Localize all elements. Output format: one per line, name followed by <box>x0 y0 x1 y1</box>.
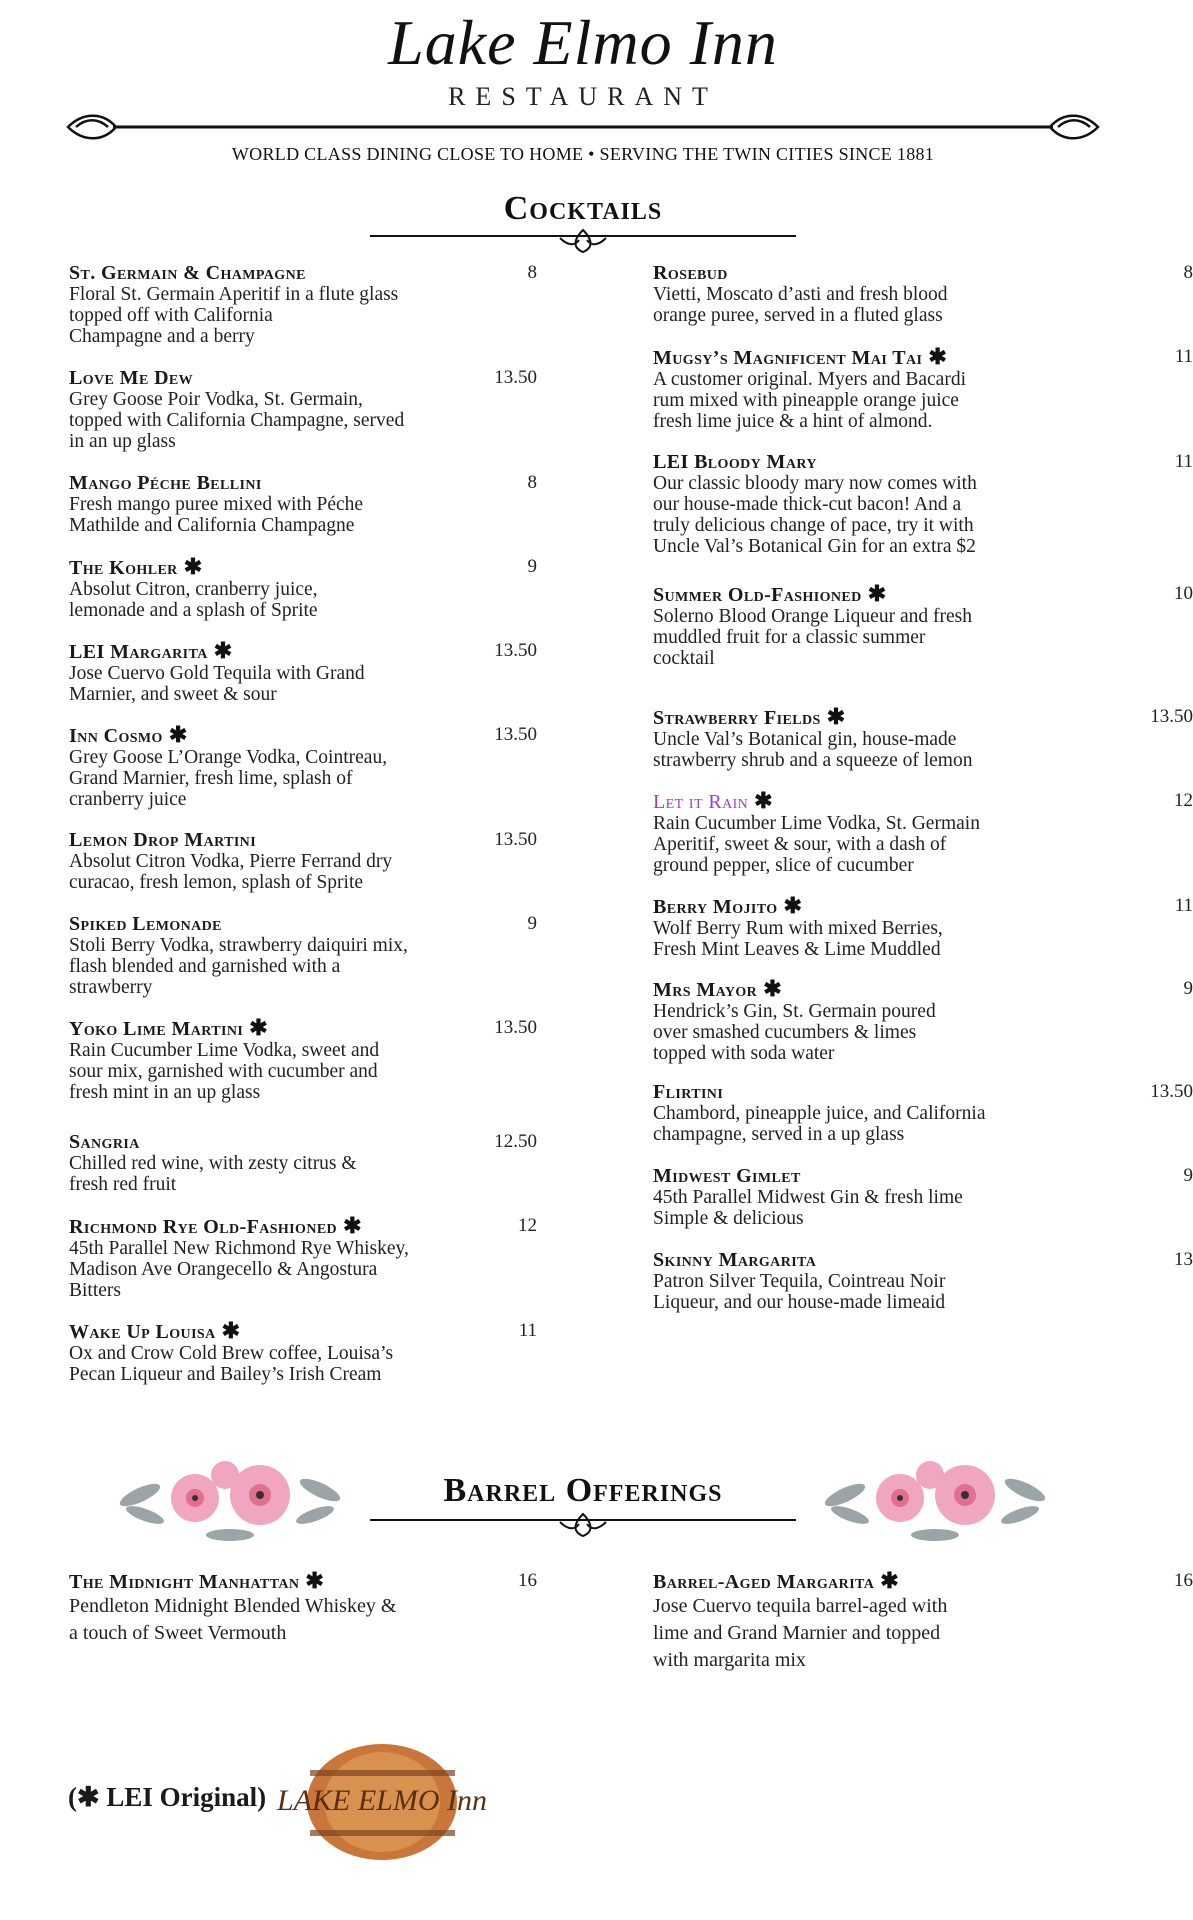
item-name-text: Spiked Lemonade <box>69 913 222 935</box>
item-name-text: Berry Mojito <box>653 896 778 918</box>
barrel-logo-image <box>277 1740 487 1865</box>
item-description-line: Uncle Val’s Botanical Gin for an extra $2 <box>653 536 976 557</box>
item-name-text: Skinny Margarita <box>653 1249 817 1271</box>
cocktail-left-menu-item <box>69 722 537 810</box>
lei-original-star-icon: ✱ <box>880 1568 900 1593</box>
item-name-text: Yoko Lime Martini <box>69 1018 244 1040</box>
item-description-line: truly delicious change of pace, try it with <box>653 515 974 536</box>
item-name <box>653 1570 1103 1593</box>
lei-original-star-icon: ✱ <box>213 638 233 663</box>
item-name <box>653 978 1103 1001</box>
item-description-line: Jose Cuervo Gold Tequila with Grand <box>69 663 365 684</box>
cocktail-right-menu-item <box>653 788 1193 876</box>
cocktails-section-rule <box>370 224 796 254</box>
cocktail-left-menu-item <box>69 554 537 621</box>
item-description-line: Chilled red wine, with zesty citrus & <box>69 1153 357 1174</box>
barrel-left-menu-item <box>69 1568 537 1647</box>
item-description-line: Grey Goose Poir Vodka, St. Germain, <box>69 389 363 410</box>
cocktail-right-menu-item <box>653 704 1193 771</box>
cocktail-left-menu-item <box>69 472 537 536</box>
cocktail-left-menu-item <box>69 1318 537 1385</box>
item-price: 8 <box>527 262 537 283</box>
cocktail-right-menu-item <box>653 581 1193 669</box>
item-description-line: 45th Parallel New Richmond Rye Whiskey, <box>69 1238 409 1259</box>
barrel-section-title: Barrel Offerings <box>443 1472 723 1509</box>
item-description-line: topped off with California <box>69 305 273 326</box>
item-price: 10 <box>1174 583 1193 604</box>
item-name <box>653 895 1103 918</box>
item-price: 9 <box>1183 1165 1193 1186</box>
item-description-line: curacao, fresh lemon, splash of Sprite <box>69 872 364 893</box>
item-name-text: The Kohler <box>69 557 178 579</box>
barrel-section-rule <box>370 1508 796 1538</box>
item-name-text: Wake Up Louisa <box>69 1321 216 1343</box>
item-description-line: A customer original. Myers and Bacardi <box>653 369 966 390</box>
cocktail-left-menu-item <box>69 1015 537 1103</box>
cocktail-right-menu-item <box>653 1249 1193 1313</box>
cocktail-right-menu-item <box>653 893 1193 960</box>
item-description-line: cranberry juice <box>69 789 187 810</box>
item-description-line: fresh mint in an up glass <box>69 1082 261 1103</box>
item-price: 11 <box>1174 451 1193 472</box>
item-description-line: Jose Cuervo tequila barrel-aged with <box>653 1595 948 1617</box>
cocktail-left-menu-item <box>69 913 537 998</box>
item-description-line: Stoli Berry Vodka, strawberry daiquiri mix, <box>69 935 408 956</box>
item-description-line: Vietti, Moscato d’asti and fresh blood <box>653 284 948 305</box>
item-name-text: Lemon Drop Martini <box>69 829 257 851</box>
item-description-line: Ox and Crow Cold Brew coffee, Louisa’s <box>69 1343 394 1364</box>
cocktail-right-menu-item <box>653 1081 1193 1145</box>
item-name-text: Rosebud <box>653 262 728 284</box>
barrel-logo-text: LAKE ELMO Inn <box>277 1784 487 1817</box>
item-price: 13 <box>1174 1249 1193 1270</box>
item-description-line: in an up glass <box>69 431 176 452</box>
item-name <box>653 262 1103 284</box>
item-name-text: Midwest Gimlet <box>653 1165 801 1187</box>
item-name-text: Mango Péche Bellini <box>69 472 262 494</box>
lei-original-star-icon: ✱ <box>168 722 188 747</box>
cocktail-left-menu-item <box>69 1213 537 1301</box>
item-name-text: Let it Rain <box>653 791 749 813</box>
item-price: 11 <box>1174 895 1193 916</box>
item-price: 12.50 <box>494 1131 537 1152</box>
item-description-line: Mathilde and California Champagne <box>69 515 355 536</box>
lei-original-star-icon: ✱ <box>305 1568 325 1593</box>
item-description-line: muddled fruit for a classic summer <box>653 627 926 648</box>
lei-original-star-icon: ✱ <box>783 893 803 918</box>
lei-original-star-icon: ✱ <box>343 1213 362 1238</box>
lei-original-star-icon: ✱ <box>928 344 948 369</box>
lei-original-star-icon: ✱ <box>183 554 203 579</box>
cocktail-right-menu-item <box>653 1165 1193 1229</box>
header-ornamental-rule <box>68 112 1098 142</box>
item-description-line: with margarita mix <box>653 1649 806 1671</box>
item-description-line: Wolf Berry Rum with mixed Berries, <box>653 918 943 939</box>
item-price: 9 <box>1183 978 1193 999</box>
item-description-line: fresh lime juice & a hint of almond. <box>653 411 933 432</box>
item-name-text: Mugsy’s Magnificent Mai Tai <box>653 347 923 369</box>
left-scroll-ornament <box>68 116 116 139</box>
item-description-line: strawberry <box>69 977 153 998</box>
item-name-text: Summer Old-Fashioned <box>653 584 862 606</box>
item-description-line: sour mix, garnished with cucumber and <box>69 1061 378 1082</box>
cocktail-right-menu-item <box>653 262 1193 326</box>
item-name-text: Love Me Dew <box>69 367 194 389</box>
item-name-text: St. Germain & Champagne <box>69 262 306 284</box>
item-description-line: topped with California Champagne, served <box>69 410 405 431</box>
item-name-text: Mrs Mayor <box>653 979 758 1001</box>
item-name-text: Strawberry Fields <box>653 707 821 729</box>
right-scroll-ornament <box>1050 116 1098 139</box>
item-description-line: Liqueur, and our house-made limeaid <box>653 1292 946 1313</box>
barrel-right-menu-item <box>653 1568 1193 1674</box>
item-description-line: fresh red fruit <box>69 1174 177 1195</box>
item-description-line: Solerno Blood Orange Liqueur and fresh <box>653 606 972 627</box>
restaurant-name: Lake Elmo Inn <box>388 7 778 78</box>
item-description-line: champagne, served in a up glass <box>653 1124 905 1145</box>
item-name <box>653 451 1103 473</box>
item-name-text: Inn Cosmo <box>69 725 163 747</box>
item-description-line: Hendrick’s Gin, St. Germain poured <box>653 1001 936 1022</box>
item-description-line: Rain Cucumber Lime Vodka, St. Germain <box>653 813 980 834</box>
lei-original-star-icon: ✱ <box>249 1015 269 1040</box>
cocktail-right-menu-item <box>653 344 1193 432</box>
item-price: 16 <box>518 1570 537 1591</box>
lei-original-star-icon: ✱ <box>763 976 783 1001</box>
cocktails-section-title: Cocktails <box>503 190 663 227</box>
cocktail-right-menu-item <box>653 451 1193 557</box>
item-price: 9 <box>527 913 537 934</box>
item-name-text: LEI Margarita <box>69 641 208 663</box>
item-description-line: Chambord, pineapple juice, and California <box>653 1103 986 1124</box>
item-description-line: Aperitif, sweet & sour, with a dash of <box>653 834 947 855</box>
item-description-line: a touch of Sweet Vermouth <box>69 1622 287 1644</box>
lei-original-legend: (✱ LEI Original) <box>68 1782 267 1812</box>
item-description-line: Grey Goose L’Orange Vodka, Cointreau, <box>69 747 388 768</box>
item-description-line: flash blended and garnished with a <box>69 956 341 977</box>
item-description-line: Floral St. Germain Aperitif in a flute glass <box>69 284 399 305</box>
item-description-line: Pecan Liqueur and Bailey’s Irish Cream <box>69 1364 382 1385</box>
item-description-line: orange puree, served in a fluted glass <box>653 305 943 326</box>
cocktail-left-menu-item <box>69 262 537 347</box>
item-price: 13.50 <box>494 367 537 388</box>
item-description-line: Marnier, and sweet & sour <box>69 684 277 705</box>
item-description-line: Patron Silver Tequila, Cointreau Noir <box>653 1271 946 1292</box>
item-name <box>653 346 1103 369</box>
item-description-line: Rain Cucumber Lime Vodka, sweet and <box>69 1040 380 1061</box>
item-price: 16 <box>1174 1570 1193 1591</box>
item-description-line: lemonade and a splash of Sprite <box>69 600 318 621</box>
item-name-text: LEI Bloody Mary <box>653 451 817 473</box>
item-name <box>653 1165 1103 1187</box>
item-name <box>653 1249 1103 1271</box>
item-price: 12 <box>518 1215 537 1236</box>
item-name <box>653 790 1103 813</box>
item-price: 13.50 <box>494 640 537 661</box>
lei-original-star-icon: ✱ <box>867 581 887 606</box>
item-description-line: Grand Marnier, fresh lime, splash of <box>69 768 353 789</box>
item-description-line: Fresh mango puree mixed with Péche <box>69 494 364 515</box>
item-description-line: 45th Parallel Midwest Gin & fresh lime <box>653 1187 963 1208</box>
item-description-line: Our classic bloody mary now comes with <box>653 473 977 494</box>
item-description-line: our house-made thick-cut bacon! And a <box>653 494 962 515</box>
item-description-line: Simple & delicious <box>653 1208 804 1229</box>
cocktail-left-menu-item <box>69 367 537 452</box>
item-price: 11 <box>1174 346 1193 367</box>
item-name <box>653 1081 1103 1103</box>
item-price: 13.50 <box>494 1017 537 1038</box>
cocktail-left-menu-item <box>69 1131 537 1195</box>
item-price: 13.50 <box>1150 706 1193 727</box>
item-name-text: Flirtini <box>653 1081 724 1103</box>
tagline: WORLD CLASS DINING CLOSE TO HOME • SERVING THE TWIN CITIES SINCE 1881 <box>231 144 935 164</box>
item-price: 9 <box>527 556 537 577</box>
item-name-text: Richmond Rye Old-Fashioned <box>69 1216 338 1238</box>
item-name-text: Sangria <box>69 1131 140 1153</box>
item-description-line: strawberry shrub and a squeeze of lemon <box>653 750 973 771</box>
item-name <box>653 706 1103 729</box>
item-price: 11 <box>518 1320 537 1341</box>
item-price: 12 <box>1174 790 1193 811</box>
item-description-line: cocktail <box>653 648 715 669</box>
item-price: 8 <box>527 472 537 493</box>
item-description-line: rum mixed with pineapple orange juice <box>653 390 959 411</box>
item-description-line: Absolut Citron, cranberry juice, <box>69 579 318 600</box>
item-description-line: topped with soda water <box>653 1043 835 1064</box>
item-price: 8 <box>1183 262 1193 283</box>
item-description-line: Fresh Mint Leaves & Lime Muddled <box>653 939 941 960</box>
item-description-line: over smashed cucumbers & limes <box>653 1022 917 1043</box>
lei-original-star-icon: ✱ <box>221 1318 241 1343</box>
item-description-line: Uncle Val’s Botanical gin, house-made <box>653 729 957 750</box>
restaurant-subtitle: RESTAURANT <box>448 82 718 111</box>
item-name-text: Barrel-Aged Margarita <box>653 1571 875 1593</box>
item-description-line: Bitters <box>69 1280 121 1301</box>
cocktail-left-menu-item <box>69 829 537 893</box>
cocktail-left-menu-item <box>69 638 537 705</box>
item-description-line: Absolut Citron Vodka, Pierre Ferrand dry <box>69 851 393 872</box>
item-description-line: Champagne and a berry <box>69 326 255 347</box>
item-name <box>653 583 1103 606</box>
item-price: 13.50 <box>494 724 537 745</box>
item-description-line: ground pepper, slice of cucumber <box>653 855 914 876</box>
item-price: 13.50 <box>1150 1081 1193 1102</box>
item-description-line: lime and Grand Marnier and topped <box>653 1622 941 1644</box>
item-name-text: The Midnight Manhattan <box>69 1571 300 1593</box>
lei-original-star-icon: ✱ <box>826 704 846 729</box>
item-price: 13.50 <box>494 829 537 850</box>
item-description-line: Pendleton Midnight Blended Whiskey & <box>69 1595 397 1617</box>
lei-original-star-icon: ✱ <box>754 788 774 813</box>
cocktail-right-menu-item <box>653 976 1193 1064</box>
item-description-line: Madison Ave Orangecello & Angostura <box>69 1259 378 1280</box>
